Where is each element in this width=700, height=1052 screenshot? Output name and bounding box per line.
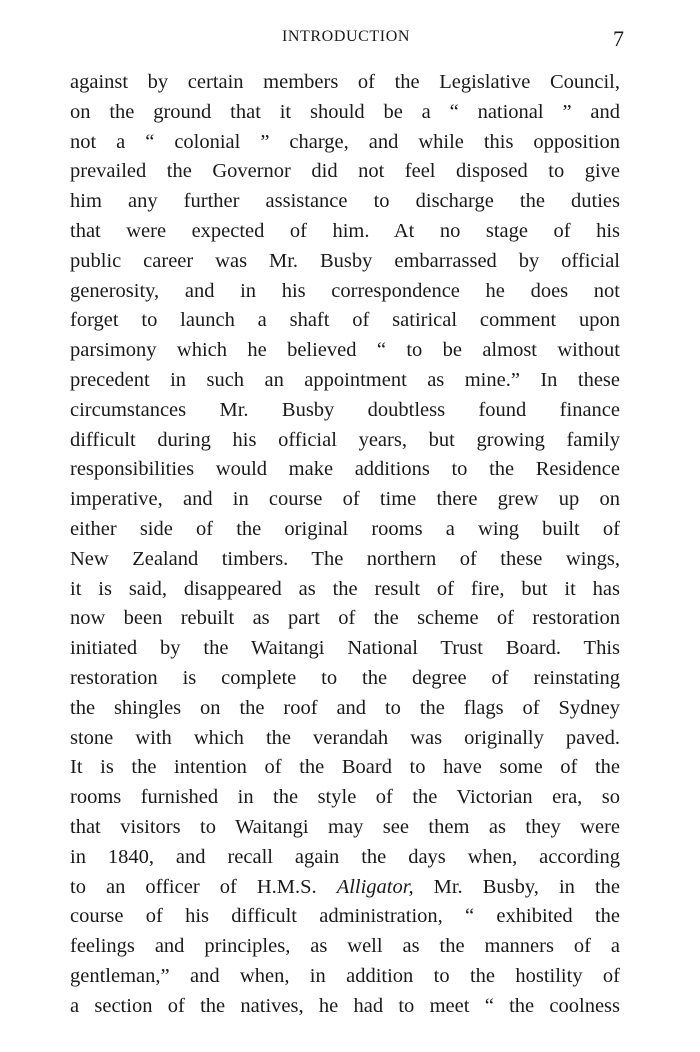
running-title: INTRODUCTION: [281, 28, 411, 45]
text-line: difficult during his official years, but growing family: [70, 428, 620, 451]
text-line: New Zealand timbers. The northern of these wings,: [70, 547, 620, 570]
text-line: It is the intention of the Board to have some of the: [70, 756, 620, 779]
text-line: against by certain members of the Legislative Council,: [70, 71, 620, 93]
ship-name-italic: Alligator,: [336, 875, 414, 898]
body-text: [70, 68, 620, 1022]
text-line: forget to launch a shaft of satirical comment upon: [70, 309, 620, 332]
page-number: 7: [613, 26, 624, 51]
text-line: now been rebuilt as part of the scheme of restoration: [70, 607, 620, 630]
text-line: to an officer of H.M.S. Alligator, Mr. Busby, in the: [70, 875, 620, 898]
text-line: prevailed the Governor did not feel disposed to give: [70, 160, 620, 183]
text-line: that were expected of him. At no stage of his: [70, 219, 620, 242]
text-line: responsibilities would make additions to the Residence: [70, 458, 620, 481]
text-line: the shingles on the roof and to the flags of Sydney: [70, 696, 620, 719]
text-line: generosity, and in his correspondence he does not: [70, 279, 620, 302]
text-line: in 1840, and recall again the days when, according: [70, 845, 620, 868]
running-head: [66, 26, 626, 52]
text-line: restoration is complete to the degree of reinstating: [70, 666, 620, 689]
text-line: not a “ colonial ” charge, and while this opposition: [70, 130, 620, 153]
text-line: either side of the original rooms a wing built of: [70, 517, 620, 540]
text-line: precedent in such an appointment as mine.” In these: [70, 368, 620, 391]
text-line: circumstances Mr. Busby doubtless found finance: [70, 398, 620, 421]
text-line: public career was Mr. Busby embarrassed by official: [70, 249, 620, 272]
text-line: imperative, and in course of time there grew up on: [70, 488, 620, 511]
text-line: a section of the natives, he had to meet “ the coolness: [70, 994, 620, 1017]
text-line: parsimony which he believed “ to be almost without: [70, 339, 620, 362]
text-line: initiated by the Waitangi National Trust Board. This: [70, 637, 620, 660]
text-line: that visitors to Waitangi may see them as they were: [70, 815, 620, 838]
text-line: course of his difficult administration, “ exhibited the: [70, 905, 620, 928]
text-line: gentleman,” and when, in addition to the hostility of: [70, 964, 620, 987]
text-line: rooms furnished in the style of the Victorian era, so: [70, 786, 620, 809]
text-line: stone with which the verandah was originally paved.: [70, 726, 620, 749]
text-line: him any further assistance to discharge the duties: [70, 190, 620, 213]
text-line: feelings and principles, as well as the manners of a: [70, 935, 620, 958]
text-line: it is said, disappeared as the result of fire, but it has: [70, 577, 620, 600]
text-line: on the ground that it should be a “ national ” and: [70, 100, 620, 123]
